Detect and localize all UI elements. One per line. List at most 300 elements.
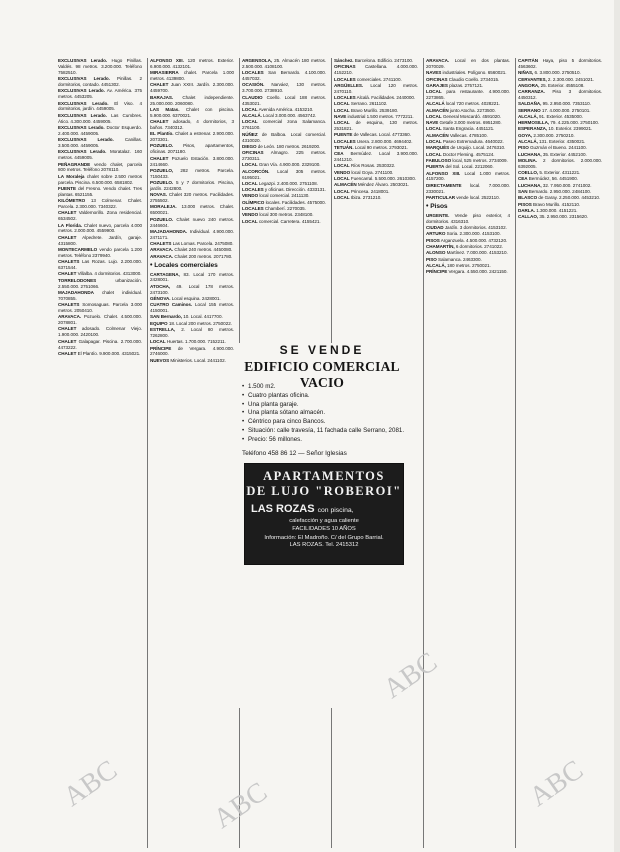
- classified-text: Chamberí. 2270035.: [264, 206, 306, 211]
- classified-lead: EXCLUSIVAS Lerado.: [58, 76, 110, 82]
- classified-lead: CHALETS: [150, 241, 172, 247]
- classified-lead: ARTURO: [426, 231, 446, 237]
- classified-entry: [518, 70, 602, 76]
- section-heading: • Pisos: [426, 202, 448, 210]
- classified-lead: VENDO: [242, 193, 259, 199]
- classified-text: del Sol. Local. 2212060.: [445, 164, 494, 170]
- classified-text: chalet. Parcela 1.000 metros. 4139800.: [150, 70, 234, 82]
- classified-text: Las Lomas. Parcela. 2475080.: [172, 241, 234, 247]
- classified-lead: MOLINA.: [518, 157, 538, 163]
- classified-text: del Fresno. Vendo chalet. Tres plantas. 6521155.: [58, 185, 142, 197]
- classified-lead: LOCAL: [426, 126, 442, 132]
- classified-text: Arganzuela. 4.500.000. 4732120.: [440, 237, 508, 243]
- classified-entry: [58, 149, 142, 161]
- classified-entry: [150, 358, 234, 364]
- classified-entry: [426, 263, 510, 269]
- classified-entry: [334, 151, 418, 163]
- classified-text: 2.300.000. 2750210.: [533, 132, 575, 138]
- classified-lead: LOCALES: [242, 206, 264, 211]
- classified-text: 35. 2.950.000. 2315620.: [539, 214, 588, 220]
- classified-text: Pozuelo Estación. 3.800.000. 2414660.: [150, 155, 234, 167]
- classified-entry: [150, 302, 234, 314]
- ad-feature: • Una planta garaje.: [242, 400, 299, 408]
- classified-text: Alcalá. Facilidades. 2440000.: [356, 95, 416, 100]
- classified-lead: ALFONSO XIII.: [426, 170, 461, 176]
- classified-lead: LOCAL: [334, 188, 350, 194]
- watermark-logo: ABC: [524, 754, 589, 813]
- classified-lead: LUCHANA,: [518, 151, 542, 157]
- classified-lead: URGENTE.: [426, 212, 450, 218]
- classified-text: Usera. 2.800.000. 4694402.: [356, 138, 413, 144]
- classified-entry: [58, 137, 142, 149]
- classified-entry: [426, 114, 510, 120]
- classified-text: 91. Exterior. 4535000.: [539, 113, 583, 119]
- classified-text: 13 Colmenar. Chalet. Parcela. 2.300.000. 7340322.: [58, 198, 142, 210]
- classified-lead: VENDO: [334, 169, 351, 175]
- classified-lead: NÚÑEZ: [242, 131, 258, 137]
- classified-text: General Moscardó. 4591020.: [442, 113, 502, 119]
- classified-lead: LOCAL: [426, 151, 442, 157]
- classified-entry: [334, 108, 418, 114]
- classified-text: vende local. 2522110.: [456, 194, 500, 200]
- classified-text: 1.300.000. 4151221.: [536, 207, 578, 213]
- classified-entry: [426, 77, 510, 83]
- classified-entry: [242, 150, 326, 162]
- column-divider: [515, 58, 516, 848]
- classified-text: Chalet a estrenar. 2.900.000. 2073301.: [150, 131, 234, 143]
- classified-text: de León. 180 metros. 2619200.: [257, 143, 321, 149]
- classified-lead: TORRELODONES: [58, 277, 97, 283]
- classified-entry: [150, 217, 234, 229]
- classified-text: Somosaguas. Parcela 3.000 metros. 2050410.: [58, 302, 142, 313]
- classified-text: Barcelona. Edificio. 2473100.: [354, 58, 414, 63]
- classified-lead: ALCALÁ,: [426, 262, 446, 268]
- classified-lead: CARRANZA.: [518, 89, 545, 95]
- classified-text: 120 metros. Exterior. 6.900.000. 4132101.: [150, 58, 234, 69]
- classified-lead: ARAVACA.: [150, 253, 174, 259]
- classified-text: Castellana. 4.000.000. 4152210.: [334, 64, 418, 76]
- classified-entry: [150, 107, 234, 119]
- classified-text: vendo chalet, parcela 800 metros. Teléfono 2078110.: [58, 161, 142, 173]
- classified-text: adosado, 4 dormitorios, 3 baños. 7340312.: [150, 119, 234, 130]
- classified-lead: EXCLUSIVAS Lerado.: [58, 112, 107, 118]
- classified-lead: LOCAL: [242, 119, 258, 125]
- classified-text: Chalet 320 metros. Facilidades. 2755502.: [150, 192, 234, 204]
- classified-entry: [334, 195, 418, 201]
- classified-lead: GOYA,: [518, 132, 533, 138]
- classified-lead: PRÍNCIPE: [426, 269, 448, 275]
- classified-lead: LOCAL: [242, 106, 258, 112]
- classified-text: chalet individual. 7070855.: [58, 289, 142, 301]
- classified-lead: GÉNOVA.: [150, 295, 171, 301]
- classified-entry: [150, 70, 234, 82]
- classified-entry: [334, 114, 418, 120]
- classified-lead: CHALET: [58, 326, 77, 332]
- classified-entry: [518, 139, 602, 145]
- classified-text: Av. América. 375 metros. 4453205.: [58, 88, 142, 100]
- classified-entry: [150, 247, 234, 253]
- classified-entry: [518, 195, 602, 201]
- classified-text: Almagro. 225 metros. 2730311.: [242, 150, 326, 162]
- classified-text: 95. 2.950.000. 7353110.: [542, 101, 591, 107]
- classified-entry: [518, 202, 602, 208]
- classified-lead: PISOS: [518, 201, 532, 207]
- classified-entry: [242, 95, 326, 107]
- classified-text: 282 metros. Parcela. 7150433.: [150, 167, 234, 179]
- classified-lead: POZUELO.: [150, 180, 174, 186]
- classified-text: San Bernardo. 4.100.000. 4457032.: [242, 70, 326, 82]
- classified-lead: PISO: [518, 145, 529, 151]
- classified-text: de Garay. 2.250.000. 4453210.: [538, 195, 601, 201]
- classified-text: 49. Local 178 metros. 2473100.: [150, 283, 234, 295]
- classified-entry: [58, 162, 142, 174]
- classified-text: Pisos, apartamentos, oficinas. 2071180.: [150, 143, 234, 155]
- classified-entry: [426, 269, 510, 275]
- classified-text: local comercial. 2411130.: [259, 193, 310, 199]
- apartments-facilities: FACILIDADES 10 AÑOS: [292, 525, 356, 532]
- classified-lead: CHALET: [58, 271, 77, 277]
- classified-entry: [426, 225, 510, 231]
- classified-text: Serrano. 2611102.: [350, 101, 388, 107]
- classified-entry: [58, 76, 142, 88]
- classified-entry: [334, 120, 418, 132]
- classified-lead: LAS Matas.: [150, 106, 180, 112]
- classified-lead: PUENTE: [334, 132, 353, 138]
- column-5: [426, 58, 510, 848]
- classified-text: Doctor Fleming. 4575124.: [442, 151, 495, 157]
- classified-entry: [58, 259, 142, 271]
- classified-text: Salamanca. 2463300.: [438, 256, 482, 262]
- classified-entry: [518, 189, 602, 195]
- classified-entry: [58, 198, 142, 210]
- classified-text: Bernardo. 2.950.000. 2484100.: [528, 189, 591, 195]
- classified-text: Juan XXIII. Jardín. 2.300.000. 4459700.: [150, 82, 234, 94]
- classified-lead: CHALET: [58, 210, 77, 216]
- column-6: [518, 58, 602, 848]
- classified-text: 32. 7.950.000. 2741002.: [542, 182, 592, 188]
- section-heading: • Locales comerciales: [150, 261, 218, 269]
- classified-text: Hugo Pinillas. Valdés. 98 metros. 3.200.000. Teléfono 7582510.: [58, 58, 142, 75]
- classified-entry: [150, 180, 234, 192]
- classified-entry: [150, 327, 234, 339]
- classified-lead: ATOCHA,: [150, 283, 171, 289]
- classified-text: Vallecas. 4785100.: [449, 132, 488, 138]
- classified-entry: [150, 143, 234, 155]
- classified-entry: [518, 120, 602, 126]
- classified-text: Paseo Extremadura. 4640022.: [442, 139, 504, 145]
- classified-text: Chalet 240 metros. 4450080.: [174, 247, 233, 253]
- classified-lead: ALONSO: [426, 250, 446, 256]
- classified-entry: [426, 120, 510, 126]
- classified-entry: [242, 162, 326, 168]
- watermark-logo: ABC: [208, 776, 273, 835]
- classified-text: chalet sobre 2.500 metros parcela. Piscina. 6.500.000. 6581802.: [58, 173, 142, 185]
- classified-entry: [58, 351, 142, 357]
- classified-entry: [150, 296, 234, 302]
- classified-text: 25. Almacén 180 metros. 2.500.000. 4108100.: [242, 58, 326, 69]
- classified-lead: LOCAL: [334, 107, 350, 113]
- classified-entry: [518, 170, 602, 176]
- classified-entry: [426, 171, 510, 183]
- classified-text: Alpedrete. Jardín, garaje. 4315800.: [58, 234, 142, 246]
- classified-text: plazas. 2757121.: [449, 82, 484, 88]
- classified-entry: [426, 58, 510, 70]
- classified-lead: ARGÜELLES.: [334, 82, 364, 88]
- classified-lead: LA Moraleja: [58, 173, 85, 179]
- classified-text: locales. Facilidades. 4575000.: [265, 199, 326, 205]
- classified-text: comercial zona Salamanca. 2761100.: [242, 119, 326, 131]
- classified-lead: PISO: [426, 256, 437, 262]
- apartments-phone: LAS ROZAS. Tel. 2415312: [289, 541, 359, 548]
- classified-lead: NAVE: [426, 120, 439, 126]
- classified-lead: LOCALES: [334, 95, 356, 100]
- classified-entry: [426, 108, 510, 114]
- classified-lead: CHALETS: [58, 259, 80, 265]
- classified-entry: [426, 250, 510, 256]
- classified-entry: [334, 170, 418, 176]
- classified-lead: ALCALÁ.: [242, 113, 262, 119]
- classified-entry: [334, 58, 418, 64]
- classified-lead: CUATRO Caminos.: [150, 302, 193, 308]
- classified-text: vendo parcela 1.200 metros. Teléfono 2379940.: [58, 246, 142, 258]
- classified-text: urbanización. 2.550.000. 2751066.: [58, 277, 142, 289]
- classified-entry: [150, 284, 234, 296]
- classified-entry: [150, 192, 234, 204]
- classified-text: Chalet independiente. 25.000.000. 2060080.: [150, 94, 234, 106]
- classified-entry: [518, 58, 602, 70]
- classified-lead: SAN Bernardo,: [150, 314, 183, 320]
- classified-entry: [518, 145, 602, 151]
- classified-lead: LOCAL: [334, 120, 350, 126]
- classified-text: Chalet nuevo, parcela 4.000 metros. 2.000.000. 4559900.: [58, 222, 142, 234]
- classified-entry: [334, 163, 418, 169]
- bullet-icon: •: [426, 202, 429, 210]
- classified-entry: [58, 235, 142, 247]
- classified-text: 17. 4.000.000. 2750101.: [541, 107, 591, 113]
- classified-entry: [58, 210, 142, 222]
- ad-title-se-vende: SE VENDE: [279, 343, 365, 357]
- classified-lead: LOCAL: [242, 218, 258, 224]
- classified-entry: [242, 181, 326, 187]
- classified-text: Local 3.000.000. 4563742.: [263, 113, 317, 119]
- classified-entry: [150, 229, 234, 241]
- classified-text: 5 y 7 dormitorios. Piscina, jardín. 2242800.: [150, 180, 234, 191]
- classified-lead: DARLA.: [518, 207, 536, 213]
- classified-text: Bermúdez. Local 3.900.000. 2441210.: [334, 151, 418, 163]
- classified-lead: CHALETS: [58, 302, 80, 308]
- classified-lead: NIÑAS,: [518, 70, 534, 76]
- classified-entry: [58, 186, 142, 198]
- classified-entry: [150, 254, 234, 260]
- classified-text: de Vergara. 4.900.000. 2746000.: [150, 345, 234, 357]
- classified-text: Bravo Murillo. 2539180.: [350, 107, 399, 113]
- classified-lead: DIRECTAMENTE: [426, 182, 462, 188]
- classified-entry: [426, 158, 510, 164]
- classified-text: Haya, piso 5 dormitorios. 4563602.: [518, 58, 602, 69]
- classified-lead: LOCALES: [242, 187, 264, 193]
- classified-text: Las Rozas. Lujo. 2.200.000. 6371544.: [58, 259, 142, 271]
- classified-entry: [334, 145, 418, 151]
- classified-lead: ALCALÁ: [426, 101, 445, 107]
- classified-lead: OCASIÓN.: [242, 82, 265, 88]
- classified-entry: [150, 272, 234, 284]
- ad-feature: • Céntrico para cinco Bancos.: [242, 418, 326, 426]
- classified-text: Galapagar. Piscina. 2.700.000. 4473222.: [58, 338, 142, 350]
- classified-text: 18. Local 200 metros. 2750022.: [168, 320, 232, 326]
- classified-entry: [150, 131, 234, 143]
- classified-entry: [518, 89, 602, 101]
- classified-lead: ARAVACA.: [58, 314, 82, 320]
- classified-text: Coello. Local 188 metros. 4353021.: [242, 94, 326, 106]
- classified-lead: POZUELO,: [150, 167, 174, 173]
- classified-entry: [242, 132, 326, 144]
- classified-text: 5. Exterior. 4311221.: [539, 170, 581, 176]
- classified-lead: CALLAO,: [518, 214, 539, 220]
- classified-lead: ARGENSOLA,: [242, 58, 273, 63]
- ad-feature-list: [242, 383, 408, 445]
- classified-lead: LOCAL: [334, 101, 350, 107]
- classified-lead: LOCAL: [426, 113, 442, 119]
- classified-lead: EXCLUSIVAS Lerado.: [58, 100, 109, 106]
- classified-text: Doctor Esquerdo. 2.400.000. 4459005.: [58, 124, 142, 136]
- classified-entry: [242, 206, 326, 212]
- classified-lead: EL Plantío.: [150, 131, 174, 137]
- classified-text: Ministerios. Local. 2441102.: [170, 357, 226, 363]
- classified-entry: [426, 244, 510, 250]
- classified-entry: [150, 204, 234, 216]
- classified-text: Huertas. 1.700.000. 7152211.: [166, 339, 226, 345]
- classified-lead: PEÑAGRANDE: [58, 161, 91, 167]
- classified-entry: [242, 82, 326, 94]
- classified-lead: PUERTA: [426, 164, 445, 170]
- classified-lead: SERRANO: [518, 107, 541, 113]
- classified-text: Ríos Rosas. 2530322.: [350, 163, 396, 169]
- classified-entry: [426, 126, 510, 132]
- classified-entry: [426, 238, 510, 244]
- classified-lead: MAJADAHONDA: [58, 289, 94, 295]
- classified-lead: ALMACÉN: [334, 182, 357, 188]
- classified-lead: ESPERANZA,: [518, 126, 548, 132]
- classified-text: de esquina, 130 metros. 2531821.: [334, 120, 418, 132]
- classified-text: Chalet nuevo 240 metros. 2446604.: [150, 216, 234, 228]
- classified-lead: EQUIPO: [150, 320, 168, 326]
- classified-entry: [150, 346, 234, 358]
- classified-lead: GARAJES: [426, 82, 448, 88]
- classified-entry: [518, 83, 602, 89]
- classified-text: Ibiza. 2731210.: [350, 194, 382, 200]
- classified-lead: ALCORCÓN.: [242, 168, 270, 174]
- apartments-feature: calefacción y agua caliente: [289, 517, 359, 524]
- classified-text: industriales. Polígono. 6560021.: [442, 70, 507, 76]
- classified-text: Fuencarral. 5.500.000. 2610300.: [350, 176, 416, 182]
- classified-text: Bravo Murillo. 4152110.: [533, 201, 581, 207]
- classified-entry: [334, 182, 418, 188]
- classified-lead: ALCALÁ,: [518, 139, 538, 145]
- classified-lead: ALCALÁ,: [518, 113, 538, 119]
- classified-text: Santa Engracia. 4451121.: [442, 126, 495, 132]
- classified-text: Local 305 metros. 6195021.: [242, 168, 326, 180]
- classified-text: Claudio Coello. 2734015.: [448, 76, 500, 82]
- classified-lead: COELLO,: [518, 170, 539, 176]
- classified-text: local 720 metros. 4028221.: [445, 101, 500, 107]
- classified-lead: DIEGO: [242, 143, 257, 149]
- classified-entry: [518, 114, 602, 120]
- classified-lead: OFICINAS: [334, 64, 356, 70]
- column-1: [58, 58, 142, 848]
- classified-entry: [518, 208, 602, 214]
- bullet-icon: •: [150, 261, 153, 269]
- classified-text: 2. Local 80 metros. 7262800.: [150, 327, 234, 338]
- classified-entry: [334, 189, 418, 195]
- classified-entry: [150, 82, 234, 94]
- classified-text: 10. Local. 4417700.: [183, 314, 223, 320]
- classified-text: Guzmán el Bueno. 2441100.: [530, 145, 587, 151]
- classified-text: de Balboa. Local comercial. 4310020.: [242, 131, 326, 143]
- classified-entry: [150, 168, 234, 180]
- classified-entry: [150, 339, 234, 345]
- classified-entry: [426, 101, 510, 107]
- classified-text: comercial. Carretera. 4155421.: [258, 218, 321, 224]
- classified-entry: [58, 326, 142, 338]
- classified-text: 6. 3.800.000. 2750510.: [534, 70, 581, 76]
- classified-text: El Plantío. 9.900.000. 4315021.: [77, 350, 141, 356]
- classified-lead: CHALET: [58, 234, 77, 240]
- ad-feature: • Cuatro plantas oficina.: [242, 391, 310, 399]
- classified-entry: [426, 152, 510, 158]
- classified-entry: [426, 83, 510, 89]
- classified-entry: [426, 70, 510, 76]
- classified-lead: POZUELO.: [150, 216, 174, 222]
- classified-entry: [426, 89, 510, 101]
- page-edge: [614, 0, 620, 852]
- classified-entry: [518, 152, 602, 158]
- classified-text: 25. Exterior. 4555108.: [540, 82, 585, 88]
- classified-entry: [518, 77, 602, 83]
- column-divider: [147, 58, 148, 848]
- classified-text: Local 120 metros. 2470110.: [334, 82, 418, 94]
- classified-text: El Viso. 4 dormitorios, jardín. 4459005.: [58, 100, 142, 112]
- classified-lead: MORALEJA.: [150, 204, 177, 210]
- classified-entry: [242, 119, 326, 131]
- classified-entry: [58, 174, 142, 186]
- classified-lead: NUEVOS: [150, 357, 170, 363]
- classified-entry: [426, 133, 510, 139]
- classified-text: Local 155 metros. 4150001.: [150, 302, 234, 314]
- classified-lead: EXCLUSIVAS Lerado.: [58, 137, 114, 143]
- classified-text: Méndez Álvaro. 2503021.: [357, 182, 410, 188]
- classified-entry: [58, 271, 142, 277]
- classified-text: local Goya. 2741100.: [351, 169, 394, 175]
- classified-lead: LOCAL: [334, 176, 350, 182]
- classified-text: 35. Exterior. 4452100.: [542, 151, 587, 157]
- classified-lead: CHALET: [150, 155, 169, 161]
- classified-text: para restaurante. 4.900.000. 2273865.: [426, 89, 510, 100]
- classified-text: Vergara. 4.550.000. 2421150.: [448, 269, 508, 275]
- classified-text: Avenida América. 4153210.: [258, 106, 314, 112]
- classified-lead: SALDAÑA,: [518, 101, 542, 107]
- classified-lead: LOCAL: [150, 339, 166, 345]
- classified-text: Legazpi. 2.400.000. 2751108.: [258, 180, 318, 186]
- classified-lead: CARTAGENA,: [150, 271, 180, 277]
- classified-entry: [58, 278, 142, 290]
- classified-text: Pinillas. 2 dormitorios, contado. 4451302.: [58, 76, 142, 88]
- classified-text: local. 7.000.000. 2330021.: [426, 182, 510, 194]
- classified-lead: CHALET: [58, 338, 77, 344]
- classified-text: comerciales. 2741100.: [356, 76, 402, 82]
- classified-lead: LA Florida.: [58, 222, 82, 228]
- classified-entry: [334, 83, 418, 95]
- classified-entry: [518, 176, 602, 182]
